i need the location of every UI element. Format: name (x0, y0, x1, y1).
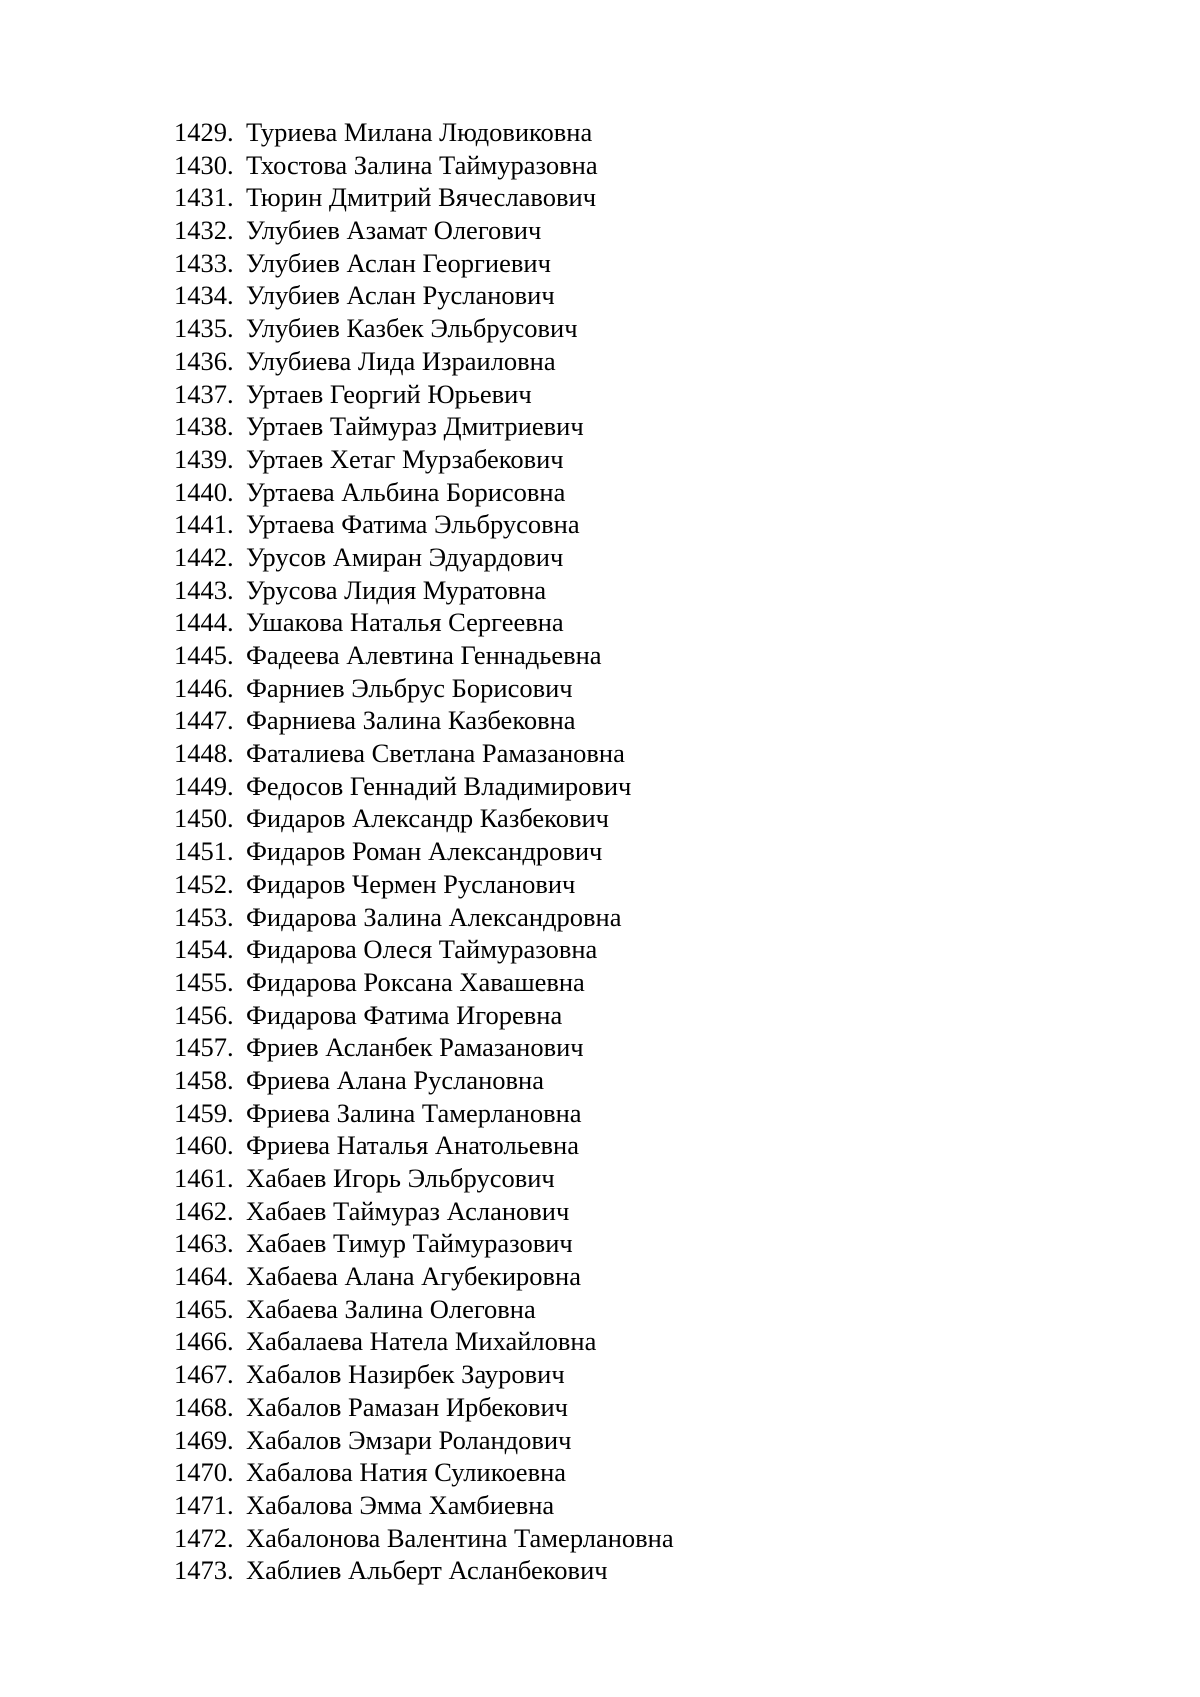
entry-name: Улубиев Аслан Русланович (246, 280, 555, 311)
entry-number: 1441. (174, 509, 234, 540)
entry-number: 1451. (174, 836, 234, 867)
list-item (174, 868, 674, 901)
list-item (174, 901, 674, 934)
list-item (174, 802, 674, 835)
entry-number: 1434. (174, 280, 234, 311)
entry-name: Фидарова Залина Александровна (246, 901, 622, 932)
entry-number: 1457. (174, 1032, 234, 1063)
entry-number: 1469. (174, 1424, 234, 1455)
list-item (174, 1325, 674, 1358)
entry-name: Ушакова Наталья Сергеевна (246, 607, 564, 638)
entry-number: 1472. (174, 1522, 234, 1553)
list-item (174, 704, 674, 737)
entry-name: Фидарова Роксана Хавашевна (246, 966, 585, 997)
entry-name: Урусов Амиран Эдуардович (246, 541, 564, 572)
entry-number: 1436. (174, 345, 234, 376)
list-item (174, 345, 674, 378)
entry-number: 1462. (174, 1195, 234, 1226)
entry-number: 1446. (174, 672, 234, 703)
entry-number: 1465. (174, 1293, 234, 1324)
entry-number: 1464. (174, 1261, 234, 1292)
entry-number: 1468. (174, 1391, 234, 1422)
list-item (174, 181, 674, 214)
entry-name: Фриева Наталья Анатольевна (246, 1130, 579, 1161)
entry-number: 1467. (174, 1359, 234, 1390)
list-item (174, 116, 674, 149)
entry-name: Хаблиев Альберт Асланбекович (246, 1555, 608, 1586)
entry-number: 1470. (174, 1457, 234, 1488)
entry-name: Федосов Геннадий Владимирович (246, 770, 632, 801)
list-item (174, 574, 674, 607)
entry-name: Улубиева Лида Израиловна (246, 345, 556, 376)
list-item (174, 312, 674, 345)
entry-name: Хабаев Таймураз Асланович (246, 1195, 570, 1226)
entry-name: Хабалова Эмма Хамбиевна (246, 1489, 555, 1520)
entry-name: Уртаева Фатима Эльбрусовна (246, 509, 580, 540)
entry-name: Хабаев Игорь Эльбрусович (246, 1163, 555, 1193)
entry-name: Улубиев Аслан Георгиевич (246, 247, 551, 278)
entry-name: Фидарова Олеся Таймуразовна (246, 934, 598, 965)
list-item (174, 770, 674, 803)
list-item (174, 214, 674, 247)
list-item (174, 835, 674, 868)
list-item (174, 1391, 674, 1424)
list-item (174, 1097, 674, 1130)
entry-number: 1444. (174, 607, 234, 638)
entry-number: 1440. (174, 476, 234, 507)
entry-name: Фидарова Фатима Игоревна (246, 999, 563, 1030)
entry-number: 1463. (174, 1228, 234, 1259)
entry-name: Фидаров Роман Александрович (246, 836, 603, 867)
list-item (174, 1489, 674, 1522)
entry-name: Фаталиева Светлана Рамазановна (246, 738, 625, 769)
list-item (174, 606, 674, 639)
entry-number: 1435. (174, 313, 234, 344)
entry-number: 1432. (174, 215, 234, 246)
entry-number: 1437. (174, 378, 234, 409)
entry-name: Хабалов Эмзари Роландович (246, 1424, 572, 1455)
entry-number: 1430. (174, 149, 234, 180)
entry-number: 1450. (174, 803, 234, 834)
list-item (174, 1554, 674, 1587)
entry-number: 1443. (174, 574, 234, 605)
list-item (174, 149, 674, 182)
list-item (174, 1227, 674, 1260)
entry-name: Уртаев Георгий Юрьевич (246, 378, 532, 409)
entry-number: 1473. (174, 1555, 234, 1586)
list-item (174, 508, 674, 541)
list-item (174, 1522, 674, 1555)
list-item (174, 476, 674, 509)
entry-number: 1471. (174, 1489, 234, 1520)
entry-name: Туриева Милана Людовиковна (246, 117, 593, 147)
entry-name: Улубиев Казбек Эльбрусович (246, 313, 578, 344)
list-item (174, 999, 674, 1032)
list-item (174, 737, 674, 770)
entry-name: Фадеева Алевтина Геннадьевна (246, 640, 602, 670)
entry-name: Фарниев Эльбрус Борисович (246, 672, 573, 703)
entry-name: Хабаева Алана Агубекировна (246, 1261, 581, 1292)
entry-number: 1438. (174, 411, 234, 442)
list-item (174, 1424, 674, 1457)
list-item (174, 639, 674, 672)
entry-number: 1456. (174, 999, 234, 1030)
list-item (174, 1064, 674, 1097)
entry-name: Фидаров Александр Казбекович (246, 803, 609, 834)
entry-number: 1453. (174, 901, 234, 932)
entry-name: Фидаров Чермен Русланович (246, 868, 576, 899)
list-item (174, 1358, 674, 1391)
list-item (174, 541, 674, 574)
list-item (174, 410, 674, 443)
list-item (174, 1456, 674, 1489)
list-item (174, 672, 674, 705)
list-item (174, 1195, 674, 1228)
list-item (174, 966, 674, 999)
list-item (174, 1260, 674, 1293)
entry-number: 1461. (174, 1163, 234, 1193)
entry-name: Тюрин Дмитрий Вячеславович (246, 182, 597, 213)
entry-name: Хабалов Рамазан Ирбекович (246, 1391, 568, 1422)
entry-name: Фриева Залина Тамерлановна (246, 1097, 582, 1128)
entry-number: 1429. (174, 117, 234, 147)
entry-number: 1466. (174, 1326, 234, 1357)
entry-name: Фриев Асланбек Рамазанович (246, 1032, 584, 1063)
entry-name: Хабалов Назирбек Заурович (246, 1359, 565, 1390)
entry-name: Урусова Лидия Муратовна (246, 574, 547, 605)
entry-number: 1433. (174, 247, 234, 278)
entry-number: 1445. (174, 640, 234, 670)
entry-number: 1460. (174, 1130, 234, 1161)
entry-number: 1455. (174, 966, 234, 997)
entry-number: 1458. (174, 1064, 234, 1095)
entry-name: Фриева Алана Руслановна (246, 1064, 544, 1095)
entry-name: Хабалонова Валентина Тамерлановна (246, 1522, 674, 1553)
entry-name: Тхостова Залина Таймуразовна (246, 149, 598, 180)
entry-number: 1442. (174, 541, 234, 572)
entry-name: Хабалаева Натела Михайловна (246, 1326, 597, 1357)
list-item (174, 378, 674, 411)
name-list (174, 116, 674, 1587)
entry-name: Уртаева Альбина Борисовна (246, 476, 566, 507)
entry-number: 1448. (174, 738, 234, 769)
list-item (174, 279, 674, 312)
entry-number: 1431. (174, 182, 234, 213)
entry-number: 1454. (174, 934, 234, 965)
entry-name: Уртаев Хетаг Мурзабекович (246, 443, 564, 474)
entry-name: Хабаева Залина Олеговна (246, 1293, 536, 1324)
list-item (174, 933, 674, 966)
entry-name: Улубиев Азамат Олегович (246, 215, 542, 246)
list-item (174, 1129, 674, 1162)
entry-number: 1447. (174, 705, 234, 736)
entry-number: 1439. (174, 443, 234, 474)
entry-number: 1452. (174, 868, 234, 899)
list-item (174, 1293, 674, 1326)
entry-number: 1449. (174, 770, 234, 801)
entry-number: 1459. (174, 1097, 234, 1128)
list-item (174, 1031, 674, 1064)
entry-name: Хабаев Тимур Таймуразович (246, 1228, 573, 1259)
entry-name: Хабалова Натия Суликоевна (246, 1457, 567, 1488)
list-item (174, 1162, 674, 1195)
list-item (174, 247, 674, 280)
entry-name: Уртаев Таймураз Дмитриевич (246, 411, 584, 442)
list-item (174, 443, 674, 476)
entry-name: Фарниева Залина Казбековна (246, 705, 576, 736)
